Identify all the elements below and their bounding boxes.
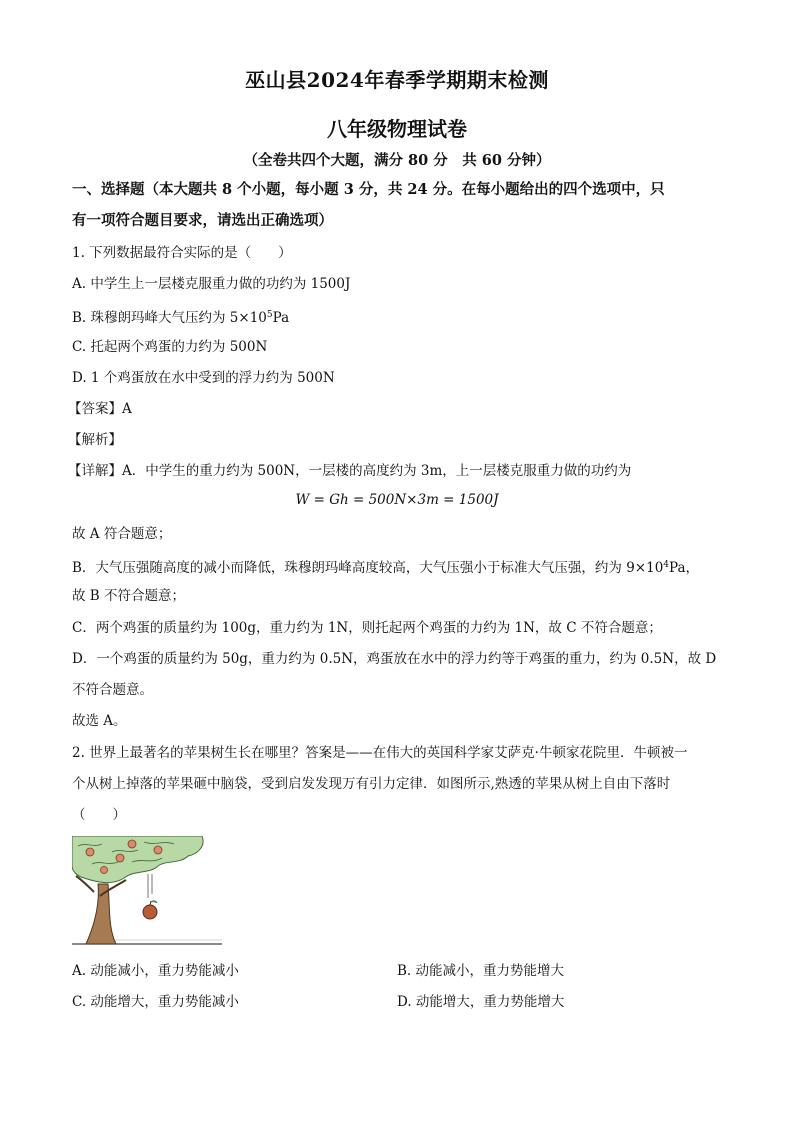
q2-option-d: D. 动能增大，重力势能增大 [397,994,565,1010]
q2-option-b: B. 动能减小，重力势能增大 [397,963,565,979]
q1-answer: 【答案】A [68,401,132,417]
q1-conclusion: 故选 A。 [72,713,127,729]
apple-tree-figure [72,836,222,948]
q1-detail-a-conclusion: 故 A 符合题意； [72,526,172,542]
q2-stem-line3: （ ） [72,807,126,823]
q1-option-b-text: B. 珠穆朗玛峰大气压约为 5×10 [72,310,267,326]
q1-detail-b-conclusion: 故 B 不符合题意； [72,588,186,604]
q2-option-a: A. 动能减小，重力势能减小 [72,963,239,979]
exam-note: （全卷共四个大题，满分 80 分 共 60 分钟） [243,152,551,169]
q1-option-b-exponent: 5 [266,310,273,320]
q1-option-b [72,305,732,328]
q1-option-d: D. 1 个鸡蛋放在水中受到的浮力约为 500N [72,370,335,386]
q1-analysis-label: 【解析】 [68,432,122,448]
q1-detail-b-exponent: 4 [663,560,670,570]
section-heading-line2: 有一项符合题目要求，请选出正确选项） [72,212,333,229]
q1-option-a: A. 中学生上一层楼克服重力做的功约为 1500J [72,276,351,292]
section-heading-line1: 一、选择题（本大题共 8 个小题，每小题 3 分，共 24 分。在每小题给出的四个选项中，只 [72,181,665,198]
exam-title: 巫山县2024年春季学期期末检测 [245,68,549,92]
q1-detail-d: D．一个鸡蛋的质量约为 50g，重力约为 0.5N，鸡蛋放在水中的浮力约等于鸡蛋的重力，约为 0.5N，故 D [72,651,717,667]
q1-detail-d-conclusion: 不符合题意。 [72,682,153,698]
q1-detail-a: 【详解】A．中学生的重力约为 500N，一层楼的高度约为 3m，上一层楼克服重力做的功约为 [68,463,632,479]
q1-option-b-unit: Pa [272,310,290,326]
q1-detail-c: C．两个鸡蛋的质量约为 100g，重力约为 1N，则托起两个鸡蛋的力约为 1N，故 C 不符合题意； [72,620,662,636]
q1-stem: 1. 下列数据最符合实际的是（ ） [72,245,292,261]
exam-subtitle: 八年级物理试卷 [327,117,467,141]
q1-detail-b [72,555,732,578]
q2-stem-line1: 2. 世界上最著名的苹果树生长在哪里？答案是——在伟大的英国科学家艾萨克·牛顿家花院里．牛顿被一 [72,745,688,761]
q2-stem-line2: 个从树上掉落的苹果砸中脑袋，受到启发发现万有引力定律．如图所示,熟透的苹果从树上自由下落时 [72,776,671,792]
q1-formula: W = Gh = 500N×3m = 1500J [295,492,499,508]
q1-detail-b-unit: Pa， [669,560,700,576]
q2-option-c: C. 动能增大，重力势能减小 [72,994,239,1010]
q1-detail-b-text: B．大气压强随高度的减小而降低，珠穆朗玛峰高度较高，大气压强小于标准大气压强，约为 9×10 [72,560,664,576]
q1-option-c: C. 托起两个鸡蛋的力约为 500N [72,339,268,355]
